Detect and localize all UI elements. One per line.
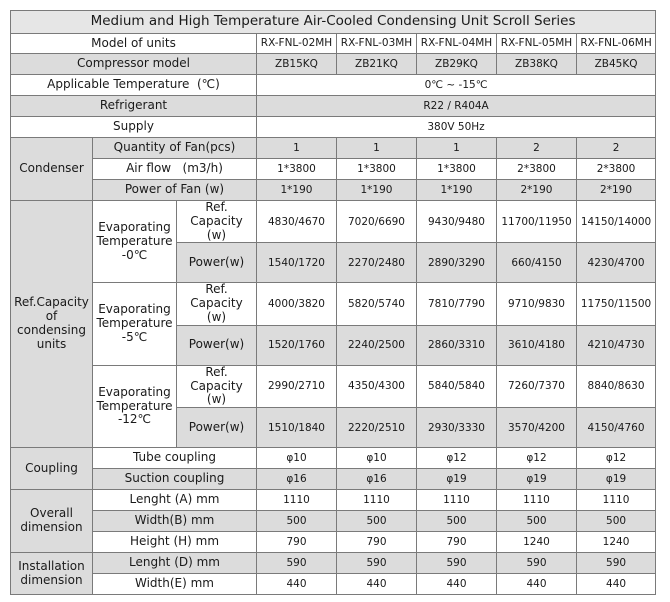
capacity-cell: 7260/7370 (497, 365, 577, 407)
fan-qty-cell: 1 (417, 138, 497, 159)
overall-height-cell: 790 (337, 532, 417, 553)
fan-qty-row (11, 138, 656, 159)
fan-qty-label: Quantity of Fan(pcs) (93, 138, 257, 159)
model-cell: RX-FNL-04MH (417, 34, 497, 54)
tube-coupling-cell: φ12 (497, 448, 577, 469)
tube-coupling-cell: φ10 (337, 448, 417, 469)
capacity-cell: 4350/4300 (337, 365, 417, 407)
overall-height-row (11, 532, 656, 553)
power-cell: 2890/3290 (417, 243, 497, 283)
ref-capacity-label: Ref. Capacity (w) (177, 283, 257, 325)
power-cell: 2270/2480 (337, 243, 417, 283)
fan-qty-cell: 1 (257, 138, 337, 159)
install-width-label: Width(E) mm (93, 574, 257, 595)
power-cell: 1540/1720 (257, 243, 337, 283)
install-width-cell: 440 (577, 574, 656, 595)
refrigerant-row (11, 96, 656, 117)
compressor-cell: ZB21KQ (337, 54, 417, 75)
compressor-cell: ZB15KQ (257, 54, 337, 75)
model-cell: RX-FNL-06MH (577, 34, 656, 54)
overall-width-cell: 500 (337, 511, 417, 532)
overall-width-cell: 500 (497, 511, 577, 532)
install-length-cell: 590 (257, 553, 337, 574)
overall-height-cell: 1240 (577, 532, 656, 553)
overall-length-label: Lenght (A) mm (93, 490, 257, 511)
capacity-cell: 9710/9830 (497, 283, 577, 325)
power-cell: 4210/4730 (577, 325, 656, 365)
supply-row (11, 117, 656, 138)
capacity-cell: 11750/11500 (577, 283, 656, 325)
power-label: Power(w) (177, 243, 257, 283)
overall-height-label: Height (H) mm (93, 532, 257, 553)
evap-temp-label: Evaporating Temperature -0℃ (93, 201, 177, 283)
refrigerant-label: Refrigerant (11, 96, 257, 117)
install-length-label: Lenght (D) mm (93, 553, 257, 574)
power-cell: 660/4150 (497, 243, 577, 283)
fan-qty-cell: 2 (497, 138, 577, 159)
tube-coupling-cell: φ12 (417, 448, 497, 469)
compressor-label: Compressor model (11, 54, 257, 75)
capacity-cell: 2990/2710 (257, 365, 337, 407)
suction-coupling-label: Suction coupling (93, 469, 257, 490)
overall-height-cell: 1240 (497, 532, 577, 553)
power-cell: 1520/1760 (257, 325, 337, 365)
fan-qty-cell: 2 (577, 138, 656, 159)
compressor-cell: ZB45KQ (577, 54, 656, 75)
power-cell: 4150/4760 (577, 408, 656, 448)
overall-width-label: Width(B) mm (93, 511, 257, 532)
capacity-cell: 7020/6690 (337, 201, 417, 243)
capacity-row (11, 365, 656, 407)
overall-length-cell: 1110 (257, 490, 337, 511)
tube-coupling-row (11, 448, 656, 469)
power-cell: 1510/1840 (257, 408, 337, 448)
compressor-row (11, 54, 656, 75)
capacity-row (11, 201, 656, 243)
install-length-cell: 590 (577, 553, 656, 574)
install-width-cell: 440 (497, 574, 577, 595)
power-cell: 3570/4200 (497, 408, 577, 448)
power-cell: 4230/4700 (577, 243, 656, 283)
overall-width-cell: 500 (257, 511, 337, 532)
power-label: Power(w) (177, 408, 257, 448)
condenser-group-label: Condenser (11, 138, 93, 201)
capacity-cell: 4000/3820 (257, 283, 337, 325)
ref-capacity-label: Ref. Capacity (w) (177, 365, 257, 407)
power-cell: 2930/3330 (417, 408, 497, 448)
power-cell: 3610/4180 (497, 325, 577, 365)
fan-power-cell: 2*190 (577, 180, 656, 201)
capacity-cell: 4830/4670 (257, 201, 337, 243)
compressor-cell: ZB38KQ (497, 54, 577, 75)
suction-coupling-cell: φ19 (497, 469, 577, 490)
refrigerant-value: R22 / R404A (257, 96, 656, 117)
air-flow-label: Air flow (m3/h) (93, 159, 257, 180)
capacity-group-label: Ref.Capacity of condensing units (11, 201, 93, 448)
model-cell: RX-FNL-03MH (337, 34, 417, 54)
compressor-cell: ZB29KQ (417, 54, 497, 75)
air-flow-cell: 2*3800 (577, 159, 656, 180)
install-length-cell: 590 (337, 553, 417, 574)
app-temp-label: Applicable Temperature (℃) (11, 75, 257, 96)
overall-length-cell: 1110 (497, 490, 577, 511)
model-cell: RX-FNL-05MH (497, 34, 577, 54)
overall-length-cell: 1110 (577, 490, 656, 511)
capacity-cell: 9430/9480 (417, 201, 497, 243)
installation-group-label: Installation dimension (11, 553, 93, 595)
air-flow-cell: 1*3800 (257, 159, 337, 180)
install-width-cell: 440 (257, 574, 337, 595)
install-length-cell: 590 (497, 553, 577, 574)
air-flow-cell: 1*3800 (417, 159, 497, 180)
capacity-cell: 5820/5740 (337, 283, 417, 325)
fan-power-cell: 1*190 (257, 180, 337, 201)
install-width-row (11, 574, 656, 595)
overall-group-label: Overall dimension (11, 490, 93, 553)
supply-value: 380V 50Hz (257, 117, 656, 138)
table-title: Medium and High Temperature Air-Cooled Condensing Unit Scroll Series (11, 11, 656, 34)
air-flow-cell: 1*3800 (337, 159, 417, 180)
title-row (11, 11, 656, 34)
evap-temp-label: Evaporating Temperature -5℃ (93, 283, 177, 365)
tube-coupling-cell: φ12 (577, 448, 656, 469)
ref-capacity-label: Ref. Capacity (w) (177, 201, 257, 243)
suction-coupling-cell: φ19 (577, 469, 656, 490)
suction-coupling-cell: φ16 (337, 469, 417, 490)
app-temp-row (11, 75, 656, 96)
overall-height-cell: 790 (417, 532, 497, 553)
capacity-cell: 7810/7790 (417, 283, 497, 325)
power-cell: 2220/2510 (337, 408, 417, 448)
suction-coupling-cell: φ19 (417, 469, 497, 490)
suction-coupling-cell: φ16 (257, 469, 337, 490)
model-cell: RX-FNL-02MH (257, 34, 337, 54)
install-length-cell: 590 (417, 553, 497, 574)
air-flow-row (11, 159, 656, 180)
spec-table (10, 10, 656, 595)
capacity-cell: 14150/14000 (577, 201, 656, 243)
fan-power-cell: 1*190 (417, 180, 497, 201)
model-row (11, 34, 656, 54)
fan-qty-cell: 1 (337, 138, 417, 159)
overall-width-cell: 500 (577, 511, 656, 532)
capacity-cell: 5840/5840 (417, 365, 497, 407)
app-temp-value: 0℃ ~ -15℃ (257, 75, 656, 96)
supply-label: Supply (11, 117, 257, 138)
suction-coupling-row (11, 469, 656, 490)
model-label: Model of units (11, 34, 257, 54)
overall-length-cell: 1110 (337, 490, 417, 511)
install-width-cell: 440 (417, 574, 497, 595)
fan-power-row (11, 180, 656, 201)
power-cell: 2860/3310 (417, 325, 497, 365)
install-length-row (11, 553, 656, 574)
evap-temp-label: Evaporating Temperature -12℃ (93, 365, 177, 447)
capacity-cell: 11700/11950 (497, 201, 577, 243)
coupling-group-label: Coupling (11, 448, 93, 490)
overall-length-row (11, 490, 656, 511)
overall-width-row (11, 511, 656, 532)
tube-coupling-label: Tube coupling (93, 448, 257, 469)
capacity-row (11, 283, 656, 325)
overall-length-cell: 1110 (417, 490, 497, 511)
power-cell: 2240/2500 (337, 325, 417, 365)
install-width-cell: 440 (337, 574, 417, 595)
capacity-cell: 8840/8630 (577, 365, 656, 407)
fan-power-cell: 1*190 (337, 180, 417, 201)
fan-power-label: Power of Fan (w) (93, 180, 257, 201)
fan-power-cell: 2*190 (497, 180, 577, 201)
power-label: Power(w) (177, 325, 257, 365)
air-flow-cell: 2*3800 (497, 159, 577, 180)
tube-coupling-cell: φ10 (257, 448, 337, 469)
overall-width-cell: 500 (417, 511, 497, 532)
overall-height-cell: 790 (257, 532, 337, 553)
